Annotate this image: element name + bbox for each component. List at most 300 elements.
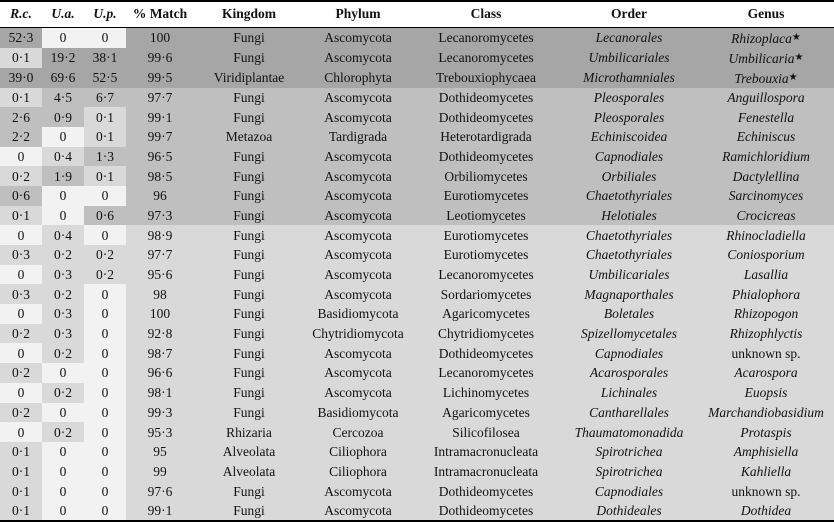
cell-kingdom bbox=[194, 363, 304, 383]
table-body bbox=[0, 27, 834, 521]
cell-up-text: 0·1 bbox=[96, 168, 114, 184]
cell-order bbox=[560, 481, 698, 501]
header-order: Order bbox=[560, 1, 698, 27]
cell-genus-text: Phialophora bbox=[731, 286, 801, 302]
cell-phylum bbox=[304, 206, 412, 226]
cell-phylum bbox=[304, 107, 412, 127]
cell-genus bbox=[698, 284, 834, 304]
cell-class bbox=[412, 107, 560, 127]
cell-ua-text: 0·9 bbox=[54, 109, 72, 125]
cell-up-text: 0·6 bbox=[96, 207, 114, 223]
table-row bbox=[0, 383, 834, 403]
cell-phylum bbox=[304, 265, 412, 285]
cell-phylum bbox=[304, 363, 412, 383]
cell-order bbox=[560, 68, 698, 88]
cell-kingdom-text: Fungi bbox=[233, 502, 265, 518]
cell-match-text: 96·6 bbox=[147, 365, 173, 381]
cell-order bbox=[560, 343, 698, 363]
cell-phylum bbox=[304, 422, 412, 442]
cell-genus-text: Sarcinomyces bbox=[728, 188, 804, 204]
cell-order-text: Dothideales bbox=[596, 502, 662, 518]
cell-up bbox=[84, 481, 126, 501]
cell-phylum-text: Basidiomycota bbox=[317, 306, 399, 322]
cell-kingdom bbox=[194, 206, 304, 226]
cell-order bbox=[560, 324, 698, 344]
cell-rc-text: 0·2 bbox=[12, 168, 30, 184]
cell-match-text: 96·5 bbox=[147, 148, 173, 164]
cell-rc-text: 0 bbox=[17, 148, 25, 164]
cell-kingdom-text: Alveolata bbox=[222, 444, 276, 460]
cell-genus-text: Rhinocladiella bbox=[726, 227, 806, 243]
cell-rc bbox=[0, 88, 42, 108]
cell-phylum-text: Ciliophora bbox=[329, 444, 387, 460]
cell-order-text: Umbilicariales bbox=[588, 267, 670, 283]
cell-order bbox=[560, 225, 698, 245]
cell-match bbox=[126, 462, 194, 482]
cell-up bbox=[84, 166, 126, 186]
cell-order-text: Helotiales bbox=[601, 207, 657, 223]
cell-ua-text: 0 bbox=[59, 483, 67, 499]
cell-order-text: Capnodiales bbox=[594, 148, 664, 164]
cell-ua-text: 0·2 bbox=[54, 424, 72, 440]
cell-up-text: 0 bbox=[101, 306, 109, 322]
cell-genus-text: Crocicreas bbox=[736, 207, 796, 223]
cell-match-text: 98·7 bbox=[147, 345, 173, 361]
cell-class-text: Lecanoromycetes bbox=[438, 267, 534, 283]
cell-genus bbox=[698, 186, 834, 206]
cell-ua bbox=[42, 127, 84, 147]
star-icon: ★ bbox=[788, 71, 798, 83]
cell-genus-text: Umbilicaria bbox=[728, 50, 795, 66]
cell-class bbox=[412, 265, 560, 285]
cell-up bbox=[84, 265, 126, 285]
cell-genus bbox=[698, 27, 834, 48]
cell-match-text: 97·6 bbox=[147, 483, 173, 499]
table-row bbox=[0, 462, 834, 482]
cell-class bbox=[412, 186, 560, 206]
cell-ua bbox=[42, 343, 84, 363]
cell-up bbox=[84, 186, 126, 206]
cell-up bbox=[84, 422, 126, 442]
cell-kingdom-text: Fungi bbox=[233, 326, 265, 342]
cell-order bbox=[560, 27, 698, 48]
header-match: % Match bbox=[126, 1, 194, 27]
cell-class-text: Agaricomycetes bbox=[442, 306, 530, 322]
cell-kingdom bbox=[194, 127, 304, 147]
cell-ua-text: 0·4 bbox=[54, 148, 72, 164]
cell-class bbox=[412, 245, 560, 265]
cell-ua-text: 0·2 bbox=[54, 345, 72, 361]
cell-genus bbox=[698, 88, 834, 108]
cell-genus-text: Ramichloridium bbox=[722, 148, 810, 164]
cell-up bbox=[84, 68, 126, 88]
cell-kingdom-text: Fungi bbox=[233, 483, 265, 499]
cell-rc bbox=[0, 462, 42, 482]
cell-match-text: 99·1 bbox=[147, 502, 173, 518]
cell-order-text: Thaumatomonadida bbox=[574, 424, 684, 440]
cell-phylum bbox=[304, 68, 412, 88]
cell-kingdom-text: Fungi bbox=[233, 345, 265, 361]
cell-genus-text: Protaspis bbox=[740, 424, 792, 440]
cell-rc-text: 0·6 bbox=[12, 188, 30, 204]
cell-kingdom bbox=[194, 147, 304, 167]
cell-phylum bbox=[304, 284, 412, 304]
star-icon: ★ bbox=[791, 31, 801, 43]
cell-order-text: Chaetothyriales bbox=[585, 227, 673, 243]
cell-ua bbox=[42, 363, 84, 383]
cell-match bbox=[126, 304, 194, 324]
cell-genus bbox=[698, 68, 834, 88]
cell-kingdom bbox=[194, 265, 304, 285]
cell-order bbox=[560, 284, 698, 304]
cell-phylum-text: Ascomycota bbox=[324, 345, 392, 361]
cell-match bbox=[126, 68, 194, 88]
cell-class-text: Intramacronucleata bbox=[433, 463, 539, 479]
cell-genus bbox=[698, 442, 834, 462]
cell-ua bbox=[42, 481, 84, 501]
cell-class-text: Lecanoromycetes bbox=[438, 50, 534, 65]
cell-order bbox=[560, 186, 698, 206]
cell-phylum-text: Ascomycota bbox=[324, 483, 392, 499]
cell-order bbox=[560, 107, 698, 127]
cell-match bbox=[126, 88, 194, 108]
cell-kingdom-text: Fungi bbox=[233, 148, 265, 164]
cell-kingdom-text: Fungi bbox=[233, 109, 265, 125]
cell-order-text: Spizellomycetales bbox=[581, 326, 677, 342]
table-row bbox=[0, 265, 834, 285]
cell-kingdom-text: Alveolata bbox=[222, 463, 276, 479]
cell-class-text: Lecanoromycetes bbox=[438, 365, 534, 381]
cell-rc bbox=[0, 284, 42, 304]
cell-kingdom bbox=[194, 225, 304, 245]
cell-ua bbox=[42, 383, 84, 403]
cell-up bbox=[84, 88, 126, 108]
cell-class-text: Eurotiomycetes bbox=[443, 247, 529, 263]
cell-rc bbox=[0, 245, 42, 265]
cell-genus bbox=[698, 147, 834, 167]
cell-class-text: Dothideomycetes bbox=[438, 502, 534, 518]
table-row bbox=[0, 324, 834, 344]
cell-match bbox=[126, 363, 194, 383]
cell-class bbox=[412, 363, 560, 383]
cell-match bbox=[126, 324, 194, 344]
cell-kingdom-text: Fungi bbox=[233, 267, 265, 283]
cell-kingdom bbox=[194, 284, 304, 304]
cell-match-text: 99·5 bbox=[147, 70, 173, 85]
cell-ua bbox=[42, 186, 84, 206]
cell-ua bbox=[42, 225, 84, 245]
cell-rc-text: 0·1 bbox=[12, 89, 30, 105]
table-row bbox=[0, 343, 834, 363]
cell-phylum bbox=[304, 127, 412, 147]
cell-class-text: Dothideomycetes bbox=[438, 483, 534, 499]
cell-kingdom-text: Fungi bbox=[233, 286, 265, 302]
table-row bbox=[0, 166, 834, 186]
cell-kingdom-text: Viridiplantae bbox=[213, 70, 285, 85]
cell-phylum bbox=[304, 48, 412, 68]
cell-up-text: 0·2 bbox=[96, 247, 114, 263]
cell-genus bbox=[698, 127, 834, 147]
cell-order bbox=[560, 442, 698, 462]
cell-class-text: Lecanoromycetes bbox=[438, 30, 534, 45]
cell-class-text: Trebouxiophycaea bbox=[436, 70, 536, 85]
cell-rc-text: 0·3 bbox=[12, 286, 30, 302]
cell-genus-text: Amphisiella bbox=[733, 444, 799, 460]
cell-class bbox=[412, 206, 560, 226]
cell-class-text: Dothideomycetes bbox=[438, 89, 534, 105]
cell-ua-text: 0 bbox=[59, 404, 67, 420]
cell-order-text: Pleosporales bbox=[593, 109, 665, 125]
cell-genus bbox=[698, 48, 834, 68]
cell-class bbox=[412, 501, 560, 521]
cell-match-text: 99·3 bbox=[147, 404, 173, 420]
cell-phylum-text: Ascomycota bbox=[324, 188, 392, 204]
cell-order bbox=[560, 206, 698, 226]
cell-order-text: Spirotrichea bbox=[595, 444, 663, 460]
cell-kingdom-text: Fungi bbox=[233, 89, 265, 105]
cell-match-text: 99·6 bbox=[147, 50, 173, 65]
cell-phylum-text: Cercozoa bbox=[332, 424, 384, 440]
cell-genus-text: Echiniscus bbox=[736, 129, 796, 145]
cell-up-text: 0 bbox=[101, 502, 109, 518]
cell-ua-text: 0·2 bbox=[54, 247, 72, 263]
cell-genus bbox=[698, 206, 834, 226]
cell-up-text: 0 bbox=[101, 483, 109, 499]
cell-genus bbox=[698, 403, 834, 423]
cell-up bbox=[84, 383, 126, 403]
cell-class bbox=[412, 304, 560, 324]
cell-rc bbox=[0, 186, 42, 206]
table-row bbox=[0, 284, 834, 304]
cell-order bbox=[560, 245, 698, 265]
cell-kingdom-text: Metazoa bbox=[225, 129, 273, 145]
cell-order bbox=[560, 501, 698, 521]
cell-genus bbox=[698, 383, 834, 403]
cell-rc bbox=[0, 481, 42, 501]
cell-phylum-text: Ascomycota bbox=[324, 227, 392, 243]
cell-genus-text: Dactylellina bbox=[732, 168, 800, 184]
header-ua: U.a. bbox=[42, 1, 84, 27]
cell-rc-text: 0·1 bbox=[12, 502, 30, 518]
cell-ua bbox=[42, 245, 84, 265]
cell-class bbox=[412, 225, 560, 245]
table-row bbox=[0, 422, 834, 442]
cell-rc bbox=[0, 343, 42, 363]
cell-rc-text: 0 bbox=[17, 227, 25, 243]
cell-genus-text: unknown sp. bbox=[731, 345, 801, 361]
cell-order-text: Cantharellales bbox=[589, 404, 669, 420]
cell-match bbox=[126, 442, 194, 462]
cell-ua-text: 1·9 bbox=[54, 168, 72, 184]
cell-phylum bbox=[304, 501, 412, 521]
cell-genus bbox=[698, 363, 834, 383]
cell-order bbox=[560, 304, 698, 324]
cell-ua-text: 19·2 bbox=[50, 50, 76, 65]
cell-rc-text: 0·1 bbox=[12, 207, 30, 223]
cell-order-text: Lichinales bbox=[600, 385, 658, 401]
cell-ua-text: 4·5 bbox=[54, 89, 72, 105]
cell-phylum-text: Tardigrada bbox=[328, 129, 388, 145]
table-row bbox=[0, 186, 834, 206]
cell-rc bbox=[0, 147, 42, 167]
cell-order bbox=[560, 383, 698, 403]
cell-ua-text: 0 bbox=[59, 463, 67, 479]
cell-rc bbox=[0, 206, 42, 226]
cell-kingdom bbox=[194, 442, 304, 462]
cell-up bbox=[84, 403, 126, 423]
cell-up-text: 52·5 bbox=[92, 70, 118, 85]
cell-order bbox=[560, 48, 698, 68]
cell-ua-text: 69·6 bbox=[50, 70, 76, 85]
cell-phylum-text: Ascomycota bbox=[324, 365, 392, 381]
cell-match bbox=[126, 147, 194, 167]
cell-match-text: 95·3 bbox=[147, 424, 173, 440]
cell-phylum bbox=[304, 442, 412, 462]
header-phylum: Phylum bbox=[304, 1, 412, 27]
cell-up bbox=[84, 324, 126, 344]
cell-class-text: Intramacronucleata bbox=[433, 444, 539, 460]
cell-phylum bbox=[304, 166, 412, 186]
cell-match-text: 97·7 bbox=[147, 89, 173, 105]
cell-genus bbox=[698, 265, 834, 285]
cell-class bbox=[412, 48, 560, 68]
cell-match-text: 98·5 bbox=[147, 168, 173, 184]
cell-order bbox=[560, 88, 698, 108]
cell-phylum-text: Chlorophyta bbox=[324, 70, 392, 85]
cell-up-text: 0 bbox=[101, 345, 109, 361]
cell-kingdom bbox=[194, 462, 304, 482]
cell-genus-text: Marchandiobasidium bbox=[708, 404, 824, 420]
cell-ua bbox=[42, 442, 84, 462]
cell-up bbox=[84, 48, 126, 68]
cell-genus-text: Kahliella bbox=[740, 463, 792, 479]
cell-genus bbox=[698, 481, 834, 501]
cell-up-text: 0 bbox=[101, 404, 109, 420]
cell-up-text: 0 bbox=[101, 30, 109, 45]
table-row bbox=[0, 68, 834, 88]
cell-match bbox=[126, 27, 194, 48]
cell-match bbox=[126, 383, 194, 403]
cell-match bbox=[126, 225, 194, 245]
cell-ua-text: 0·2 bbox=[54, 385, 72, 401]
cell-kingdom bbox=[194, 481, 304, 501]
cell-genus-text: Trebouxia bbox=[734, 70, 789, 86]
cell-match bbox=[126, 245, 194, 265]
cell-rc bbox=[0, 383, 42, 403]
cell-rc-text: 39·0 bbox=[8, 70, 34, 85]
cell-ua bbox=[42, 422, 84, 442]
cell-order-text: Spirotrichea bbox=[595, 463, 663, 479]
cell-ua-text: 0 bbox=[59, 444, 67, 460]
cell-genus-text: Rhizophlyctis bbox=[729, 326, 803, 342]
cell-phylum bbox=[304, 481, 412, 501]
cell-phylum bbox=[304, 383, 412, 403]
cell-rc bbox=[0, 166, 42, 186]
cell-order-text: Umbilicariales bbox=[588, 50, 670, 65]
cell-kingdom-text: Fungi bbox=[233, 168, 265, 184]
cell-up-text: 6·7 bbox=[96, 89, 114, 105]
cell-kingdom bbox=[194, 304, 304, 324]
cell-genus bbox=[698, 166, 834, 186]
cell-kingdom-text: Fungi bbox=[233, 227, 265, 243]
cell-kingdom bbox=[194, 324, 304, 344]
cell-up bbox=[84, 284, 126, 304]
cell-genus bbox=[698, 245, 834, 265]
cell-up-text: 0 bbox=[101, 286, 109, 302]
star-icon: ★ bbox=[794, 51, 804, 63]
cell-match-text: 98·9 bbox=[147, 227, 173, 243]
cell-genus-text: unknown sp. bbox=[731, 483, 801, 499]
cell-rc-text: 0·2 bbox=[12, 404, 30, 420]
cell-match-text: 100 bbox=[149, 306, 171, 322]
cell-up bbox=[84, 363, 126, 383]
cell-genus-text: Dothidea bbox=[740, 502, 792, 518]
cell-kingdom bbox=[194, 48, 304, 68]
cell-rc-text: 52·3 bbox=[8, 30, 34, 45]
cell-rc bbox=[0, 68, 42, 88]
cell-match bbox=[126, 501, 194, 521]
cell-kingdom bbox=[194, 186, 304, 206]
cell-match bbox=[126, 481, 194, 501]
table-row bbox=[0, 48, 834, 68]
cell-match-text: 99 bbox=[153, 463, 167, 479]
table-row bbox=[0, 147, 834, 167]
cell-phylum bbox=[304, 147, 412, 167]
cell-match-text: 99·7 bbox=[147, 129, 173, 145]
cell-rc bbox=[0, 422, 42, 442]
cell-phylum bbox=[304, 343, 412, 363]
cell-match bbox=[126, 422, 194, 442]
cell-phylum bbox=[304, 403, 412, 423]
cell-ua bbox=[42, 403, 84, 423]
cell-ua-text: 0·3 bbox=[54, 326, 72, 342]
cell-rc-text: 0 bbox=[17, 385, 25, 401]
cell-order bbox=[560, 403, 698, 423]
cell-rc-text: 0 bbox=[17, 267, 25, 283]
cell-kingdom-text: Fungi bbox=[233, 188, 265, 204]
table-row bbox=[0, 442, 834, 462]
cell-match-text: 99·1 bbox=[147, 109, 173, 125]
cell-up-text: 0 bbox=[101, 424, 109, 440]
cell-ua bbox=[42, 206, 84, 226]
cell-up-text: 0 bbox=[101, 227, 109, 243]
cell-order-text: Capnodiales bbox=[594, 483, 664, 499]
cell-rc-text: 0·2 bbox=[12, 365, 30, 381]
table-row bbox=[0, 88, 834, 108]
cell-phylum bbox=[304, 225, 412, 245]
cell-match bbox=[126, 403, 194, 423]
cell-kingdom bbox=[194, 245, 304, 265]
table-row bbox=[0, 206, 834, 226]
cell-kingdom bbox=[194, 501, 304, 521]
cell-rc bbox=[0, 324, 42, 344]
cell-up bbox=[84, 343, 126, 363]
cell-match bbox=[126, 343, 194, 363]
cell-phylum-text: Ascomycota bbox=[324, 247, 392, 263]
cell-order-text: Microthamniales bbox=[583, 70, 675, 85]
cell-genus-text: Fenestella bbox=[737, 109, 795, 125]
cell-ua bbox=[42, 462, 84, 482]
cell-rc bbox=[0, 363, 42, 383]
cell-up-text: 0 bbox=[101, 463, 109, 479]
cell-class-text: Eurotiomycetes bbox=[443, 188, 529, 204]
cell-match bbox=[126, 166, 194, 186]
cell-class bbox=[412, 27, 560, 48]
cell-match-text: 98 bbox=[153, 286, 167, 302]
cell-phylum-text: Ascomycota bbox=[324, 50, 392, 65]
cell-order-text: Capnodiales bbox=[594, 345, 664, 361]
cell-up-text: 38·1 bbox=[92, 50, 118, 65]
